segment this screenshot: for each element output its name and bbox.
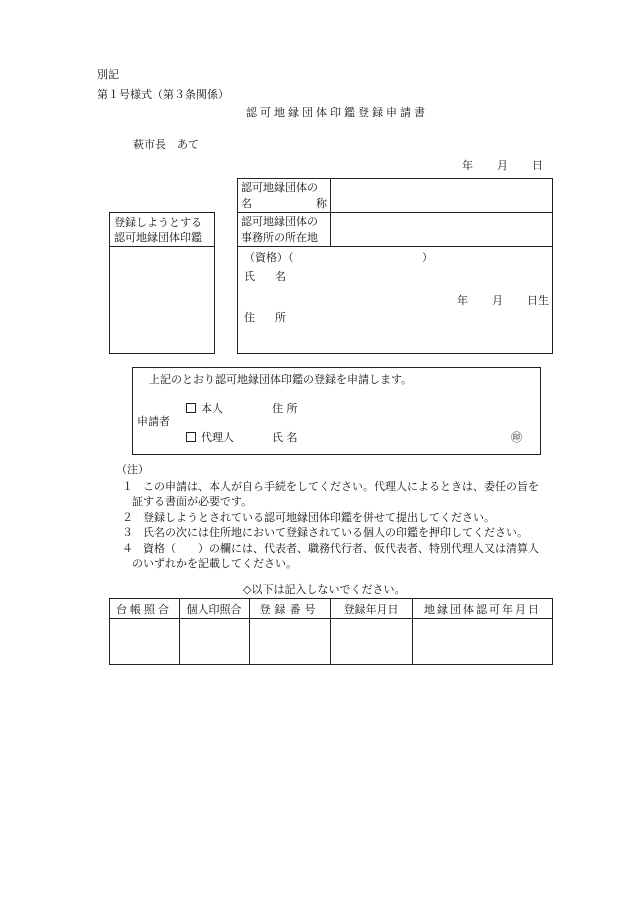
office-use-heading: ◇以下は記入しないでください。 <box>243 583 406 596</box>
table-row-divider-1 <box>237 212 553 213</box>
birth-month-label: 月 <box>492 294 503 307</box>
date-month-label: 月 <box>497 159 508 172</box>
col-header-personal-seal-check: 個人印照合 <box>186 603 242 616</box>
seal-box-label-1: 登録しようとする <box>114 216 202 229</box>
group-name-label-1: 認可地縁団体の <box>241 181 318 194</box>
office-location-label-1: 認可地縁団体の <box>241 215 318 228</box>
agent-checkbox[interactable] <box>186 432 196 442</box>
col-header-registration-number: 登録番号 <box>259 603 320 616</box>
note-4-number: ４ <box>122 542 133 555</box>
note-4-continuation: のいずれかを記載してください。 <box>132 557 297 570</box>
applicant-label: 申請者 <box>137 415 170 428</box>
seal-box-divider <box>109 246 215 247</box>
seal-mark: ㊞ <box>511 431 522 444</box>
self-checkbox[interactable] <box>186 403 196 413</box>
group-name-field[interactable] <box>334 189 548 205</box>
table-row-divider-2 <box>237 246 553 247</box>
representative-name-label-a: 氏 <box>244 270 255 283</box>
addressee: 萩市長 あて <box>133 138 199 151</box>
office-use-header-divider <box>109 618 553 619</box>
seal-box-label-2: 認可地縁団体印鑑 <box>114 231 202 244</box>
note-2-text: 登録しようとされている認可地縁団体印鑑を併せて提出してください。 <box>143 511 495 524</box>
applicant-name-field[interactable] <box>305 429 505 445</box>
representative-address-label-a: 住 <box>244 311 255 324</box>
note-1-number: １ <box>122 480 133 493</box>
applicant-name-label: 氏 名 <box>272 431 298 444</box>
representative-name-label-b: 名 <box>275 270 286 283</box>
applicant-address-label: 住 所 <box>272 402 298 415</box>
self-option[interactable] <box>186 402 223 415</box>
col-header-approval-date: 地縁団体認可年月日 <box>424 603 541 616</box>
representative-address-label-b: 所 <box>275 311 286 324</box>
seal-impression-area[interactable] <box>111 248 213 352</box>
office-location-field[interactable] <box>334 223 548 239</box>
note-3-text: 氏名の次には住所地において登録されている個人の印鑑を押印してください。 <box>143 526 528 539</box>
group-name-label-2a: 名 <box>241 197 252 210</box>
note-1-continuation: 証する書面が必要です。 <box>132 495 253 508</box>
agent-option-label: 代理人 <box>201 431 234 444</box>
self-option-label: 本人 <box>201 402 223 415</box>
date-day-label: 日 <box>532 159 543 172</box>
agent-option[interactable] <box>186 431 234 444</box>
note-1-text: この申請は、本人が自ら手続をしてください。代理人によるときは、委任の旨を <box>143 480 539 493</box>
date-year-label: 年 <box>462 159 473 172</box>
representative-name-field[interactable] <box>292 268 547 284</box>
form-number: 第１号様式（第３条関係） <box>97 88 229 101</box>
note-4-text: 資格（ ）の欄には、代表者、職務代行者、仮代表者、特別代理人又は清算人 <box>143 542 539 555</box>
notes-heading: （注） <box>116 463 149 476</box>
note-3-number: ３ <box>122 526 133 539</box>
applicant-address-field[interactable] <box>305 400 535 416</box>
office-location-label-2: 事務所の所在地 <box>241 231 318 244</box>
qualification-label: （資格）（ <box>244 251 294 264</box>
representative-address-field[interactable] <box>292 309 547 349</box>
page-title: 認可地縁団体印鑑登録申請書 <box>246 106 428 119</box>
attachment-label: 別記 <box>97 68 119 81</box>
application-statement: 上記のとおり認可地縁団体印鑑の登録を申請します。 <box>149 373 413 386</box>
col-header-ledger-check: 台帳照合 <box>116 603 172 616</box>
col-header-registration-date: 登録年月日 <box>343 603 399 616</box>
birth-year-label: 年 <box>457 294 468 307</box>
table-column-divider <box>330 178 331 246</box>
note-2-number: ２ <box>122 511 133 524</box>
qualification-close: ） <box>422 251 433 264</box>
qualification-field[interactable] <box>302 250 420 265</box>
birth-day-label: 日生 <box>527 294 549 307</box>
group-name-label-2b: 称 <box>316 197 327 210</box>
